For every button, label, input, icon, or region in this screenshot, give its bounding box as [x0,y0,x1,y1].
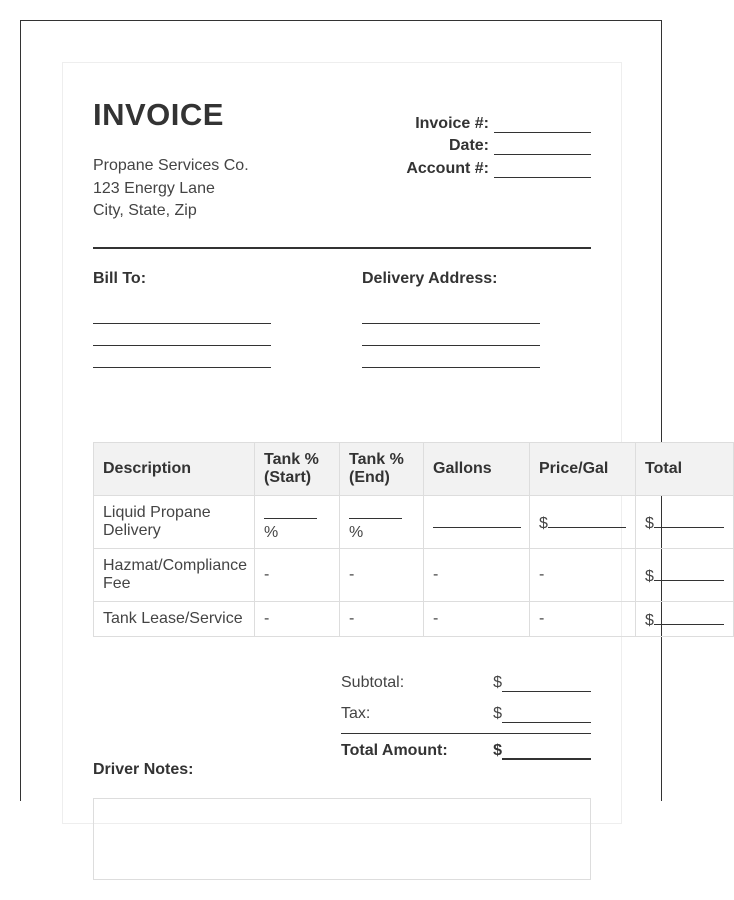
tank-end-blank[interactable] [349,503,402,519]
row-gallons: - [424,602,530,637]
bill-to-line-3[interactable] [93,346,271,368]
total-currency: $ [645,567,654,585]
total-currency: $ [645,611,654,629]
col-gallons: Gallons [424,443,530,496]
invoice-number-field[interactable] [494,116,591,133]
total-amount-row [341,734,591,760]
driver-notes-box[interactable] [93,798,591,880]
company-name: Propane Services Co. [93,157,249,174]
company-city: City, State, Zip [93,202,197,219]
account-number-row [406,155,591,178]
col-tank-start: Tank % (Start) [255,443,340,496]
delivery-address-label: Delivery Address: [362,270,498,287]
row-gallons: - [424,549,530,602]
subtotal-label: Subtotal: [341,674,405,691]
table-row [94,549,734,602]
tax-value[interactable] [493,705,591,723]
price-blank[interactable] [548,512,626,528]
tax-currency: $ [493,705,502,722]
tax-row [341,692,591,723]
row-description: Liquid Propane Delivery [94,496,255,549]
delivery-line-1[interactable] [362,302,540,324]
account-number-label: Account #: [406,159,489,177]
bill-to-line-2[interactable] [93,324,271,346]
delivery-address-lines [362,302,562,368]
gallons-blank[interactable] [433,512,521,528]
driver-notes-label: Driver Notes: [93,761,194,778]
header-divider [93,247,591,249]
delivery-line-2[interactable] [362,324,540,346]
row-total[interactable] [636,549,734,602]
tank-end-unit: % [349,523,364,541]
price-currency: $ [539,514,548,532]
date-label: Date: [448,137,489,154]
total-amount-label: Total Amount: [341,742,448,759]
total-amount-currency: $ [493,742,502,759]
row-price[interactable] [530,496,636,549]
row-total[interactable] [636,496,734,549]
row-price: - [530,602,636,637]
row-tank-end: - [340,602,424,637]
bill-to-section [93,270,293,368]
totals-section [341,661,591,760]
row-description: Hazmat/Compliance Fee [94,549,255,602]
date-field[interactable] [494,138,591,155]
tax-label: Tax: [341,705,371,722]
col-total: Total [636,443,734,496]
page-frame [20,20,683,801]
table-row [94,602,734,637]
invoice-meta [406,110,591,178]
table-header-row [94,443,734,496]
table-row [94,496,734,549]
total-amount-value[interactable] [493,742,591,760]
tax-blank[interactable] [502,707,591,723]
account-number-field[interactable] [494,161,591,178]
bill-to-label: Bill To: [93,270,147,287]
col-description: Description [94,443,255,496]
invoice-number-row [406,110,591,133]
total-amount-blank[interactable] [502,743,591,760]
row-gallons[interactable] [424,496,530,549]
row-total[interactable] [636,602,734,637]
total-blank[interactable] [654,609,724,625]
bill-to-line-1[interactable] [93,302,271,324]
date-row [406,133,591,156]
row-description: Tank Lease/Service [94,602,255,637]
tank-start-blank[interactable] [264,503,317,519]
company-info [93,155,249,223]
subtotal-row [341,661,591,692]
delivery-address-section [362,270,562,368]
bill-to-lines [93,302,293,368]
invoice-number-label: Invoice #: [415,114,489,132]
company-street: 123 Energy Lane [93,179,215,197]
invoice-title: INVOICE [93,97,224,132]
row-price: - [530,549,636,602]
total-blank[interactable] [654,512,724,528]
col-price-gal: Price/Gal [530,443,636,496]
delivery-line-3[interactable] [362,346,540,368]
subtotal-value[interactable] [493,674,591,692]
line-items-table [93,442,734,637]
total-currency: $ [645,514,654,532]
col-tank-end: Tank % (End) [340,443,424,496]
subtotal-blank[interactable] [502,676,591,692]
row-tank-end: - [340,549,424,602]
tank-start-unit: % [264,523,279,541]
row-tank-start: - [255,549,340,602]
subtotal-currency: $ [493,674,502,691]
row-tank-end[interactable] [340,496,424,549]
invoice-sheet [62,62,683,824]
row-tank-start: - [255,602,340,637]
total-blank[interactable] [654,565,724,581]
row-tank-start[interactable] [255,496,340,549]
